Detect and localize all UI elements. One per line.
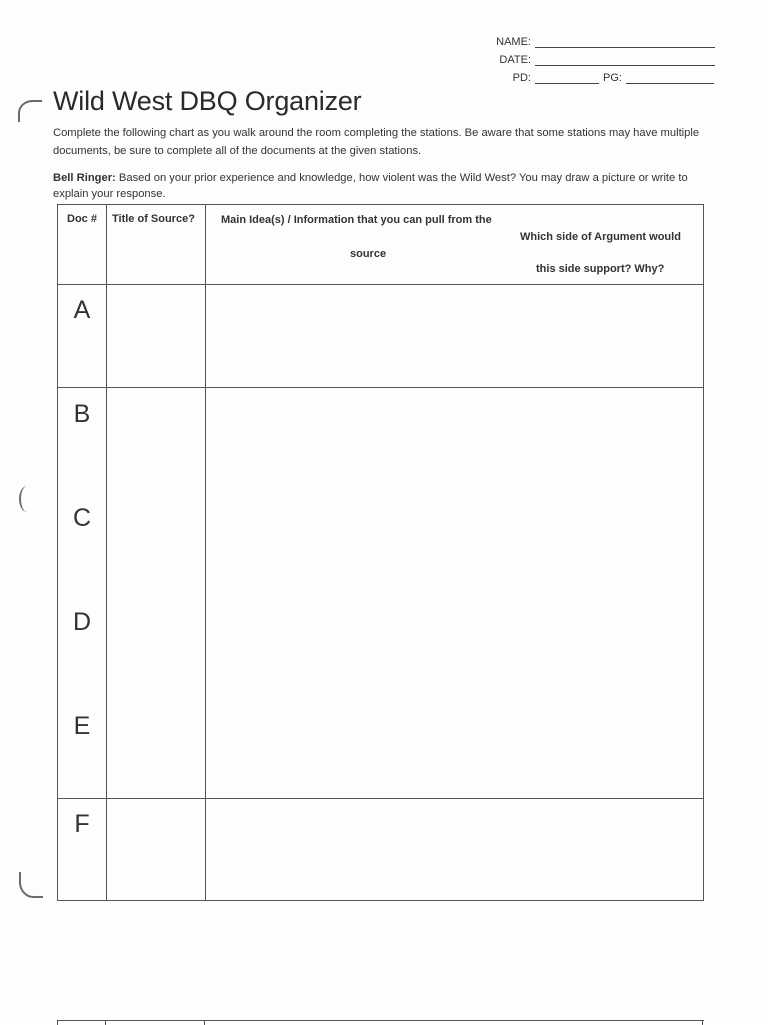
doc-letter-f: F: [74, 810, 90, 838]
doc-letter-d: D: [72, 608, 92, 636]
name-field[interactable]: [535, 36, 715, 48]
header-argument-side-cont: this side support? Why?: [536, 263, 665, 275]
pg-label: PG:: [603, 72, 622, 84]
student-info-fields: [470, 30, 720, 84]
column-divider: [57, 1021, 58, 1025]
doc-letter-b: B: [73, 400, 91, 428]
row-divider: [58, 284, 703, 285]
pg-field[interactable]: [626, 72, 714, 84]
doc-letter-c: C: [72, 504, 92, 532]
column-divider: [204, 1021, 205, 1025]
date-field[interactable]: [535, 54, 715, 66]
hole-punch-icon: [19, 486, 35, 512]
hole-punch-icon: [19, 872, 43, 898]
name-label: NAME:: [496, 36, 531, 48]
row-divider: [58, 387, 703, 388]
pd-label: PD:: [512, 72, 531, 84]
bell-ringer: [53, 170, 713, 202]
pd-field[interactable]: [535, 72, 599, 84]
organizer-table: [57, 204, 704, 901]
header-title-of-source: Title of Source?: [112, 213, 195, 225]
header-argument-side: Which side of Argument would: [520, 231, 681, 243]
next-table-edge: [57, 1020, 704, 1025]
column-divider: [702, 1021, 703, 1025]
column-divider: [205, 205, 206, 900]
bell-ringer-prompt: Based on your prior experience and knowledge, how violent was the Wild West? You may draw a picture or write to explain your response.: [53, 172, 688, 200]
row-divider: [58, 798, 703, 799]
header-main-idea-cont: source: [350, 248, 387, 260]
header-doc-number: Doc #: [67, 213, 97, 225]
bell-ringer-label: Bell Ringer:: [53, 172, 116, 184]
page-title: Wild West DBQ Organizer: [53, 86, 362, 116]
header-main-idea: Main Idea(s) / Information that you can pull from the: [221, 214, 492, 226]
instructions-text: Complete the following chart as you walk around the room completing the stations. Be aware that some stations may have multiple documents, be sure to complete all of the documents at the given stations.: [53, 127, 700, 157]
hole-punch-icon: [18, 100, 42, 122]
name-row: [470, 30, 720, 48]
column-divider: [105, 1021, 106, 1025]
date-row: [470, 48, 720, 66]
doc-letter-e: E: [73, 712, 91, 740]
pd-pg-row: [470, 66, 720, 84]
column-divider: [106, 205, 107, 900]
date-label: DATE:: [499, 54, 531, 66]
doc-letter-a: A: [73, 296, 91, 324]
